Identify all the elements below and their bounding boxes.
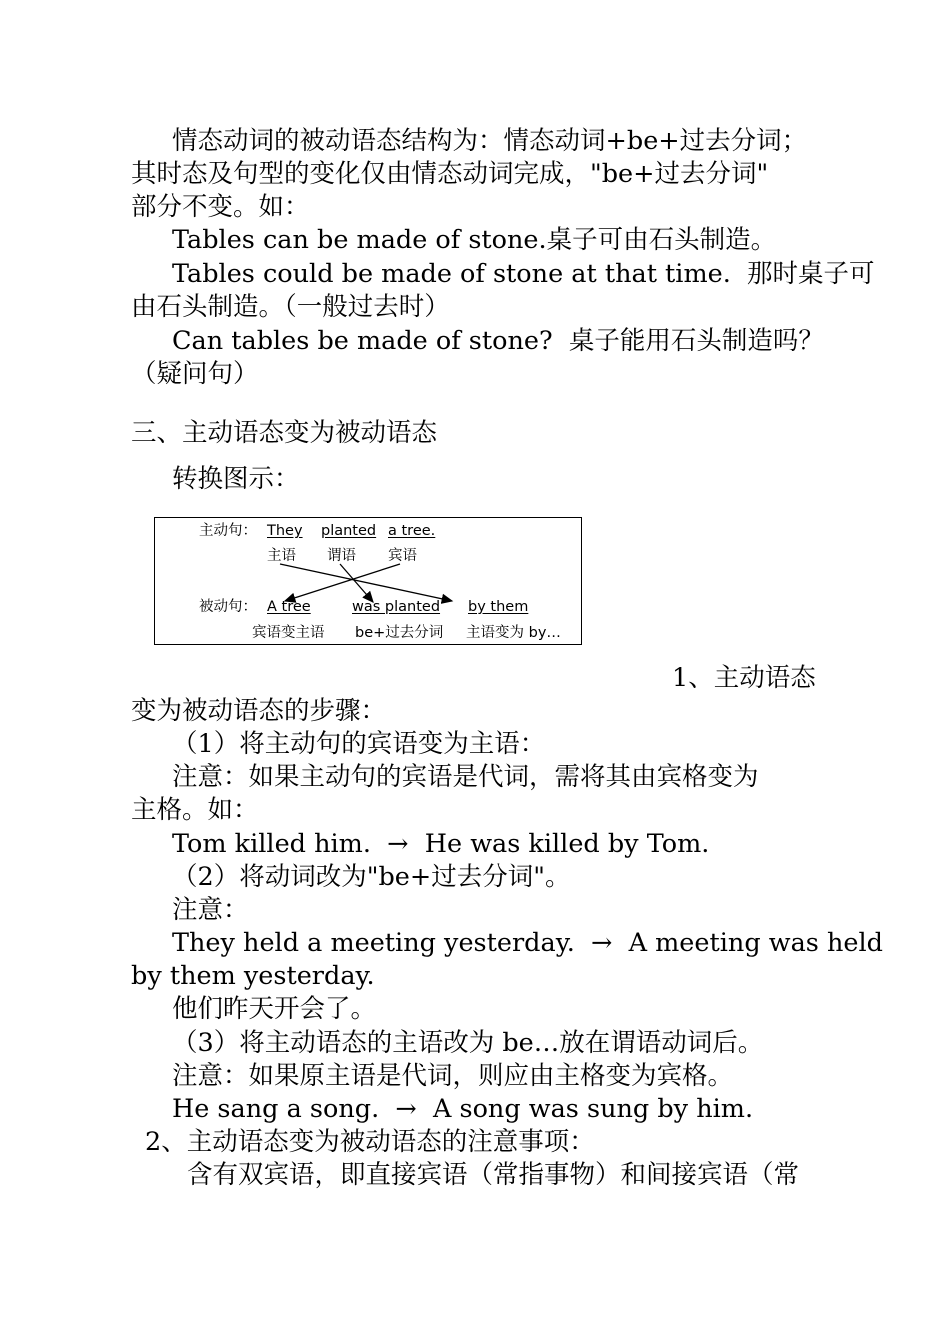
active-subject: They xyxy=(267,523,303,539)
step-2-translation: 他们昨天开会了。 xyxy=(172,994,377,1024)
example-2-line1: Tables could be made of stone at that time. 那时桌子可 xyxy=(172,259,875,289)
step-1: （1）将主动句的宾语变为主语： xyxy=(172,729,546,759)
step-3-note: 注意：如果原主语是代词，则应由主格变为宾格。 xyxy=(172,1061,734,1091)
step-2-note: 注意： xyxy=(172,895,249,925)
step-3-example: He sang a song. → A song was sung by him. xyxy=(172,1094,754,1124)
step-2-example-line2: by them yesterday. xyxy=(131,961,375,991)
role-predicate: 谓语 xyxy=(327,548,356,564)
conversion-label: 转换图示： xyxy=(172,464,300,494)
passive-subject: A tree xyxy=(267,599,311,615)
example-3-line1: Can tables be made of stone? 桌子能用石头制造吗？ xyxy=(172,326,824,356)
role-subject: 主语 xyxy=(267,548,296,564)
p1-line3: 部分不变。如： xyxy=(131,192,310,222)
arrow-subject-to-agent xyxy=(280,564,452,601)
example-3-line2: （疑问句） xyxy=(131,359,259,389)
steps-heading-line2: 变为被动语态的步骤： xyxy=(131,696,387,726)
step-1-note-line2: 主格。如： xyxy=(131,795,259,825)
example-2-line2: 由石头制造。（一般过去时） xyxy=(131,292,450,322)
passive-verb: was planted xyxy=(352,599,441,615)
arrow-object-to-subject xyxy=(285,564,400,601)
step-2: （2）将动词改为"be+过去分词"。 xyxy=(172,862,571,892)
active-sentence-label: 主动句： xyxy=(199,523,257,539)
role-object: 宾语 xyxy=(388,548,417,564)
section-3-heading: 三、主动语态变为被动语态 xyxy=(131,418,438,448)
note-agent: 主语变为 by… xyxy=(466,625,561,641)
active-object: a tree. xyxy=(388,523,436,539)
active-verb: planted xyxy=(321,523,377,539)
step-3: （3）将主动语态的主语改为 be…放在谓语动词后。 xyxy=(172,1028,764,1058)
p1-line2: 其时态及句型的变化仅由情态动词完成，"be+过去分词" xyxy=(131,159,769,189)
conversion-diagram xyxy=(154,517,582,645)
step-1-example: Tom killed him. → He was killed by Tom. xyxy=(172,829,710,859)
section-2-heading: 2、主动语态变为被动语态的注意事项： xyxy=(145,1127,595,1157)
example-1: Tables can be made of stone.桌子可由石头制造。 xyxy=(172,225,777,255)
note-verb: be+过去分词 xyxy=(355,625,444,641)
passive-agent: by them xyxy=(468,599,529,615)
passive-sentence-label: 被动句： xyxy=(199,599,257,615)
step-1-note-line1: 注意：如果主动句的宾语是代词，需将其由宾格变为 xyxy=(172,762,759,792)
p1-line1: 情态动词的被动语态结构为：情态动词+be+过去分词； xyxy=(172,126,808,156)
note-subject: 宾语变主语 xyxy=(252,625,325,641)
steps-heading-line1: 1、主动语态 xyxy=(672,663,816,693)
step-2-example-line1: They held a meeting yesterday. → A meeting was held xyxy=(172,928,883,958)
section-2-line1: 含有双宾语，即直接宾语（常指事物）和间接宾语（常 xyxy=(187,1160,800,1190)
